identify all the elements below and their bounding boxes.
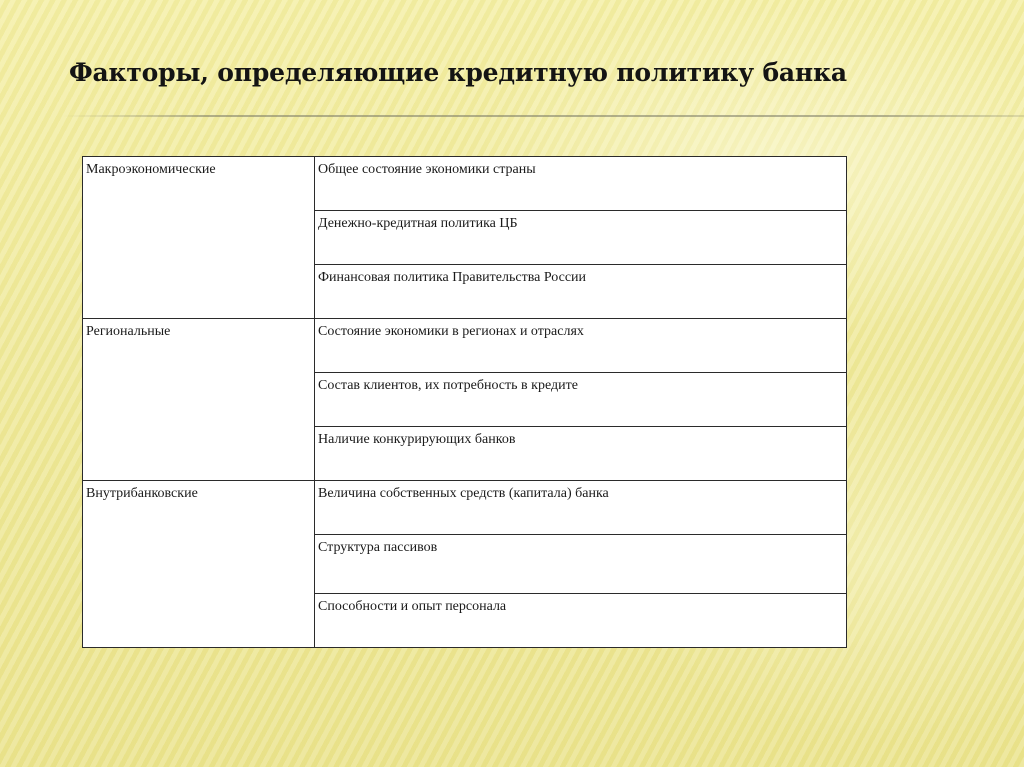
table-row — [83, 157, 847, 211]
factor-cell: Состав клиентов, их потребность в кредите — [315, 373, 847, 427]
factor-cell: Способности и опыт персонала — [315, 594, 847, 648]
factor-cell: Денежно-кредитная политика ЦБ — [315, 211, 847, 265]
factors-table — [82, 156, 847, 648]
slide-title: Факторы, определяющие кредитную политику банка — [69, 58, 847, 87]
factor-cell: Структура пассивов — [315, 535, 847, 594]
title-divider — [62, 115, 1024, 117]
group-cell-macroeconomic: Макроэкономические — [83, 157, 315, 319]
factor-cell: Величина собственных средств (капитала) банка — [315, 481, 847, 535]
factor-cell: Общее состояние экономики страны — [315, 157, 847, 211]
factor-cell: Состояние экономики в регионах и отраслях — [315, 319, 847, 373]
group-cell-regional: Региональные — [83, 319, 315, 481]
table-row — [83, 481, 847, 535]
table-row — [83, 319, 847, 373]
factor-cell: Наличие конкурирующих банков — [315, 427, 847, 481]
factor-cell: Финансовая политика Правительства России — [315, 265, 847, 319]
group-cell-intrabank: Внутрибанковские — [83, 481, 315, 648]
